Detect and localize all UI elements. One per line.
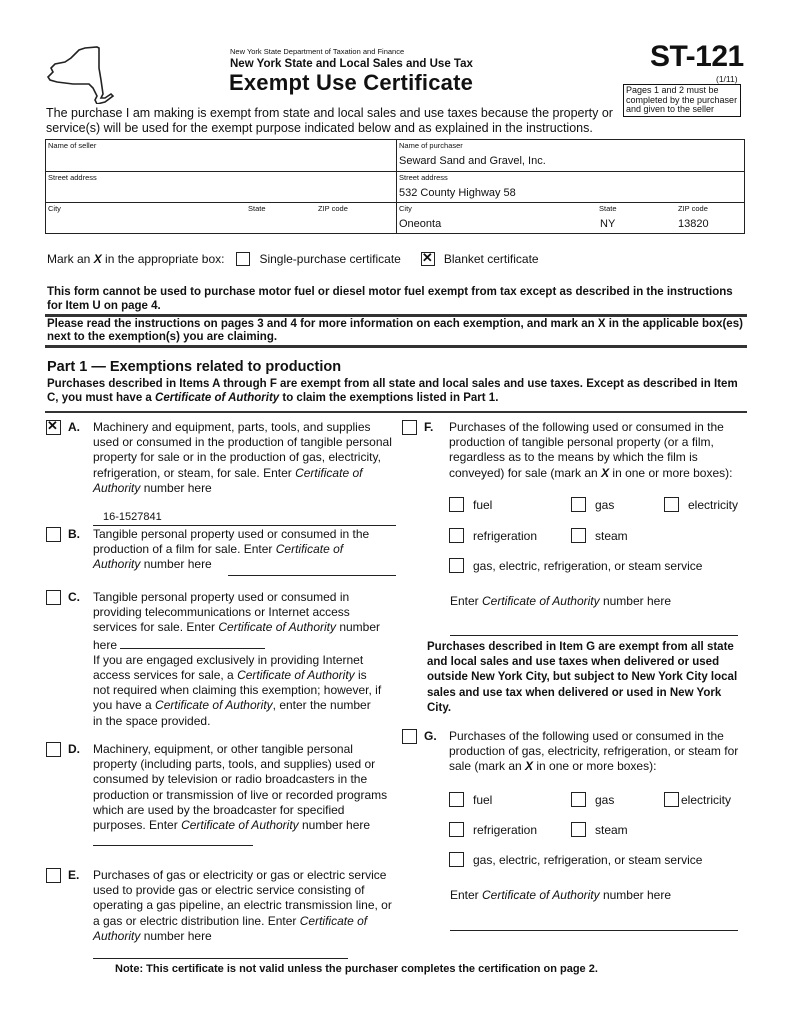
item-f-electricity-label: electricity xyxy=(688,497,739,512)
item-f-service-label: gas, electric, refrigeration, or steam service xyxy=(473,558,703,573)
item-g-option-refrigeration[interactable] xyxy=(449,822,537,837)
exemption-item-e xyxy=(46,868,391,948)
item-c-coa-field[interactable] xyxy=(120,636,265,649)
purchaser-state-label: State xyxy=(599,204,617,213)
item-e-checkbox[interactable] xyxy=(46,868,61,883)
item-g-gas-label: gas xyxy=(595,792,615,807)
intro-statement: The purchase I am making is exempt from state and local sales and use taxes because the property or service(s) will be used for the exempt purpose indicated below and as explained in the instructions. xyxy=(46,106,613,135)
item-g-option-gas[interactable] xyxy=(571,792,614,807)
item-g-text: Purchases of the following used or consumed in the production of gas, electricity, refrigeration, or steam for sale (mark an X in one or more boxes): xyxy=(449,729,739,774)
purchaser-zip-field[interactable] xyxy=(664,203,744,233)
exemption-item-d xyxy=(46,742,391,857)
footer-note: Note: This certificate is not valid unless the purchaser completes the certification on page 2. xyxy=(115,963,598,975)
item-f-refrigeration-label: refrigeration xyxy=(473,528,538,543)
item-e-letter: E. xyxy=(68,868,80,882)
seller-name-field[interactable] xyxy=(46,140,397,172)
item-d-checkbox[interactable] xyxy=(46,742,61,757)
single-purchase-checkbox[interactable] xyxy=(236,252,250,266)
item-g-electricity-label: electricity xyxy=(681,792,732,807)
item-f-option-steam[interactable] xyxy=(571,528,628,543)
item-g-checkbox[interactable] xyxy=(402,729,417,744)
item-f-steam-checkbox[interactable] xyxy=(571,528,586,543)
purchaser-name-field[interactable] xyxy=(397,140,744,172)
certificate-type-prompt: Mark an X in the appropriate box: xyxy=(47,252,225,266)
item-e-coa-field[interactable] xyxy=(93,944,348,959)
item-a-letter: A. xyxy=(68,420,80,434)
item-d-text: Machinery, equipment, or other tangible personal property (including parts, tools, and supplies) used or consumed by television or radio broadcasters in the production or transmission of live or recorded programs which are used by the broadcaster for specified purposes. Enter Certificate of Authority number here xyxy=(93,742,393,850)
item-b-text: Tangible personal property used or consumed in the production of a film for sale. Enter Certificate of Authority number here xyxy=(93,527,370,572)
item-g-letter: G. xyxy=(424,729,437,743)
item-g-note: Purchases described in Item G are exempt from all state and local sales and use taxes when delivered or used outside New York City, but subject to New York City local sales and use tax when delivered or used in New York City. xyxy=(427,641,738,714)
divider xyxy=(45,345,747,348)
item-f-refrigeration-checkbox[interactable] xyxy=(449,528,464,543)
divider xyxy=(45,411,747,413)
department-name: New York State Department of Taxation and Finance xyxy=(230,47,405,56)
purchaser-city-value: Oneonta xyxy=(399,218,442,230)
purchaser-street-field[interactable] xyxy=(397,172,744,203)
single-purchase-label: Single-purchase certificate xyxy=(259,252,401,266)
seller-city-label: City xyxy=(48,204,61,213)
seller-city-field[interactable] xyxy=(46,203,246,233)
item-f-gas-label: gas xyxy=(595,497,615,512)
item-f-option-gas[interactable] xyxy=(571,497,614,512)
item-c-text: Tangible personal property used or consumed in providing telecommunications or Internet access services for sale. Enter Certificate of Authority number here If you are engaged exclusively in providing Internet access services for sale, a Certificate of Authority is not required when claiming this exemption; however, if you have a Certificate of Authority, enter the number in the space provided. xyxy=(93,590,382,728)
item-f-letter: F. xyxy=(424,420,434,434)
item-g-gas-checkbox[interactable] xyxy=(571,792,586,807)
item-f-electricity-checkbox[interactable] xyxy=(664,497,679,512)
purchaser-state-field[interactable] xyxy=(597,203,664,233)
purchaser-city-field[interactable] xyxy=(397,203,597,233)
seller-name-label: Name of seller xyxy=(48,141,97,150)
item-b-checkbox[interactable] xyxy=(46,527,61,542)
seller-zip-label: ZIP code xyxy=(318,204,348,213)
seller-state-field[interactable] xyxy=(246,203,316,233)
item-g-option-electricity[interactable] xyxy=(664,792,731,807)
item-b-letter: B. xyxy=(68,527,80,541)
item-a-coa-field[interactable] xyxy=(93,510,396,526)
form-revision: (1/11) xyxy=(716,74,738,84)
item-b-coa-field[interactable] xyxy=(228,561,396,576)
item-c-note: If you are engaged exclusively in providing Internet access services for sale, a Certificate of Authority is not required when claiming this exemption; however, if you have a Certificate of Authority, enter the number in the space provided. xyxy=(93,652,382,728)
item-a-text: Machinery and equipment, parts, tools, and supplies used or consumed in the production of tangible personal property for sale or in the production of gas, electricity, refrigeration, or steam, for sale. Enter Certificate of Authority number here xyxy=(93,420,392,495)
item-d-letter: D. xyxy=(68,742,80,756)
seller-state-label: State xyxy=(248,204,266,213)
item-f-coa-field[interactable] xyxy=(450,621,738,636)
item-f-option-refrigeration[interactable] xyxy=(449,528,537,543)
item-c-letter: C. xyxy=(68,590,80,604)
motor-fuel-warning: This form cannot be used to purchase motor fuel or diesel motor fuel exempt from tax except as described in the instructions for Item U on page 4. xyxy=(47,286,733,312)
item-g-service-label: gas, electric, refrigeration, or steam service xyxy=(473,852,703,867)
item-g-option-service[interactable] xyxy=(449,852,702,867)
item-f-checkbox[interactable] xyxy=(402,420,417,435)
form-subtitle: New York State and Local Sales and Use Tax xyxy=(230,58,473,70)
blanket-certificate-label: Blanket certificate xyxy=(443,252,539,266)
purchaser-street-value: 532 County Highway 58 xyxy=(399,187,516,199)
exemption-item-g xyxy=(402,729,752,789)
seller-street-field[interactable] xyxy=(46,172,397,203)
item-g-option-fuel[interactable] xyxy=(449,792,492,807)
item-g-coa-prompt: Enter Certificate of Authority number here xyxy=(450,888,671,902)
party-info-grid xyxy=(45,139,745,234)
purchaser-name-label: Name of purchaser xyxy=(399,141,463,150)
seller-zip-field[interactable] xyxy=(316,203,397,233)
item-f-option-electricity[interactable] xyxy=(664,497,738,512)
item-g-coa-field[interactable] xyxy=(450,916,738,931)
item-g-fuel-checkbox[interactable] xyxy=(449,792,464,807)
item-d-coa-field[interactable] xyxy=(93,833,253,846)
item-f-steam-label: steam xyxy=(595,528,628,543)
exemption-item-f xyxy=(402,420,752,500)
item-g-electricity-checkbox[interactable] xyxy=(664,792,679,807)
item-f-option-service[interactable] xyxy=(449,558,702,573)
item-f-fuel-checkbox[interactable] xyxy=(449,497,464,512)
form-number: ST-121 xyxy=(650,40,744,73)
item-g-option-steam[interactable] xyxy=(571,822,628,837)
purchaser-city-label: City xyxy=(399,204,412,213)
certificate-type-row xyxy=(47,252,539,266)
purchaser-name-value: Seward Sand and Gravel, Inc. xyxy=(399,155,546,167)
part1-description: Purchases described in Items A through F are exempt from all state and local sales and use taxes. Except as described in Item C, you must have a Certificate of Authority to claim the exemptions listed in Part 1. xyxy=(47,378,738,404)
item-g-refrigeration-checkbox[interactable] xyxy=(449,822,464,837)
instructions-text: Please read the instructions on pages 3 and 4 for more information on each exemption, and mark an X in the applicable box(es) next to the exemption(s) you are claiming. xyxy=(47,318,743,343)
seller-street-label: Street address xyxy=(48,173,97,182)
new-york-state-outline-icon xyxy=(45,44,115,104)
item-a-checkbox[interactable] xyxy=(46,420,61,435)
item-g-service-checkbox[interactable] xyxy=(449,852,464,867)
item-g-steam-checkbox[interactable] xyxy=(571,822,586,837)
item-g-refrigeration-label: refrigeration xyxy=(473,822,538,837)
divider xyxy=(45,314,747,317)
blanket-certificate-checkbox[interactable] xyxy=(421,252,435,266)
item-c-checkbox[interactable] xyxy=(46,590,61,605)
purchaser-street-label: Street address xyxy=(399,173,448,182)
item-f-gas-checkbox[interactable] xyxy=(571,497,586,512)
purchaser-zip-value: 13820 xyxy=(678,218,709,230)
notice-box: Pages 1 and 2 must be completed by the purchaser and given to the seller xyxy=(623,84,741,117)
item-f-option-fuel[interactable] xyxy=(449,497,492,512)
exemption-item-c xyxy=(46,590,391,730)
item-a-coa-number: 16-1527841 xyxy=(103,511,162,523)
item-e-text: Purchases of gas or electricity or gas or electric service used to provide gas or electric service consisting of operating a gas pipeline, an electric transmission line, or a gas or electric distribution line. Enter Certificate of Authority number here xyxy=(93,868,392,943)
part1-heading: Part 1 — Exemptions related to production xyxy=(47,359,342,375)
purchaser-zip-label: ZIP code xyxy=(678,204,708,213)
purchaser-state-value: NY xyxy=(600,218,616,230)
exemption-item-a xyxy=(46,420,391,530)
item-g-steam-label: steam xyxy=(595,822,628,837)
exemption-item-b xyxy=(46,527,391,577)
item-f-coa-prompt: Enter Certificate of Authority number here xyxy=(450,594,671,608)
item-f-service-checkbox[interactable] xyxy=(449,558,464,573)
item-g-fuel-label: fuel xyxy=(473,792,493,807)
item-f-fuel-label: fuel xyxy=(473,497,493,512)
item-f-text: Purchases of the following used or consumed in the production of tangible personal property (or a film, regardless as to the means by which the film is conveyed) for sale (mark an X in one or more boxes): xyxy=(449,420,733,480)
form-title: Exempt Use Certificate xyxy=(229,70,474,95)
